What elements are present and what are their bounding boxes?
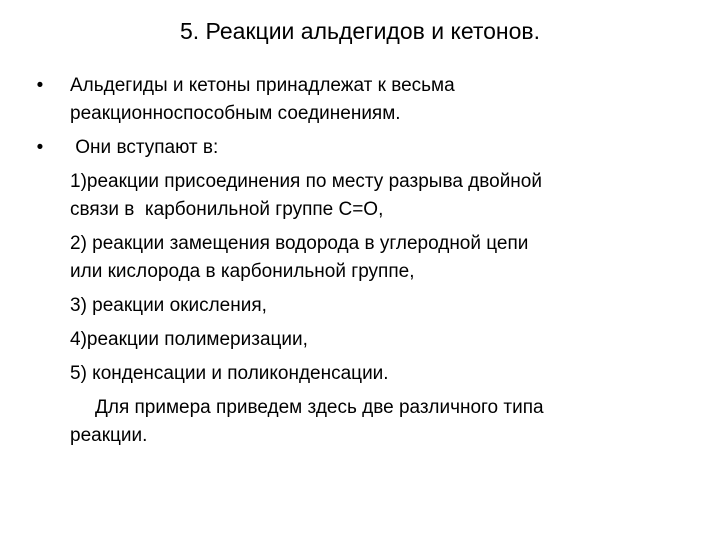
- bullet-item: [30, 72, 700, 128]
- reaction-line: или кислорода в карбонильной группе,: [70, 261, 415, 282]
- bullet-text-line: Альдегиды и кетоны принадлежат к весьма: [70, 75, 455, 96]
- bullet-item: [30, 134, 700, 162]
- reaction-list: [30, 168, 700, 450]
- reaction-line: 4)реакции полимеризации,: [70, 329, 308, 350]
- reaction-item: [70, 360, 700, 388]
- reaction-line: 5) конденсации и поликонденсации.: [70, 363, 389, 384]
- note-line: реакции.: [70, 425, 148, 446]
- reaction-line: 1)реакции присоединения по месту разрыва двойной: [70, 171, 542, 192]
- reaction-line: 3) реакции окисления,: [70, 295, 267, 316]
- note-line: Для примера приведем здесь две различного типа: [95, 397, 544, 418]
- reaction-line: 2) реакции замещения водорода в углеродной цепи: [70, 233, 529, 254]
- reaction-item: [70, 230, 700, 286]
- reaction-item: [70, 292, 700, 320]
- bullet-text-line: реакционноспособным соединениям.: [70, 103, 401, 124]
- reaction-item: [70, 326, 700, 354]
- bullet-marker: •: [36, 75, 44, 96]
- bullet-marker: •: [36, 137, 44, 158]
- note-paragraph: [70, 394, 700, 450]
- slide-body: [30, 72, 700, 456]
- reaction-line: связи в карбонильной группе С=О,: [70, 199, 384, 220]
- bullet-text-line: Они вступают в:: [70, 137, 219, 158]
- reaction-item: [70, 168, 700, 224]
- slide-title: 5. Реакции альдегидов и кетонов.: [179, 18, 541, 44]
